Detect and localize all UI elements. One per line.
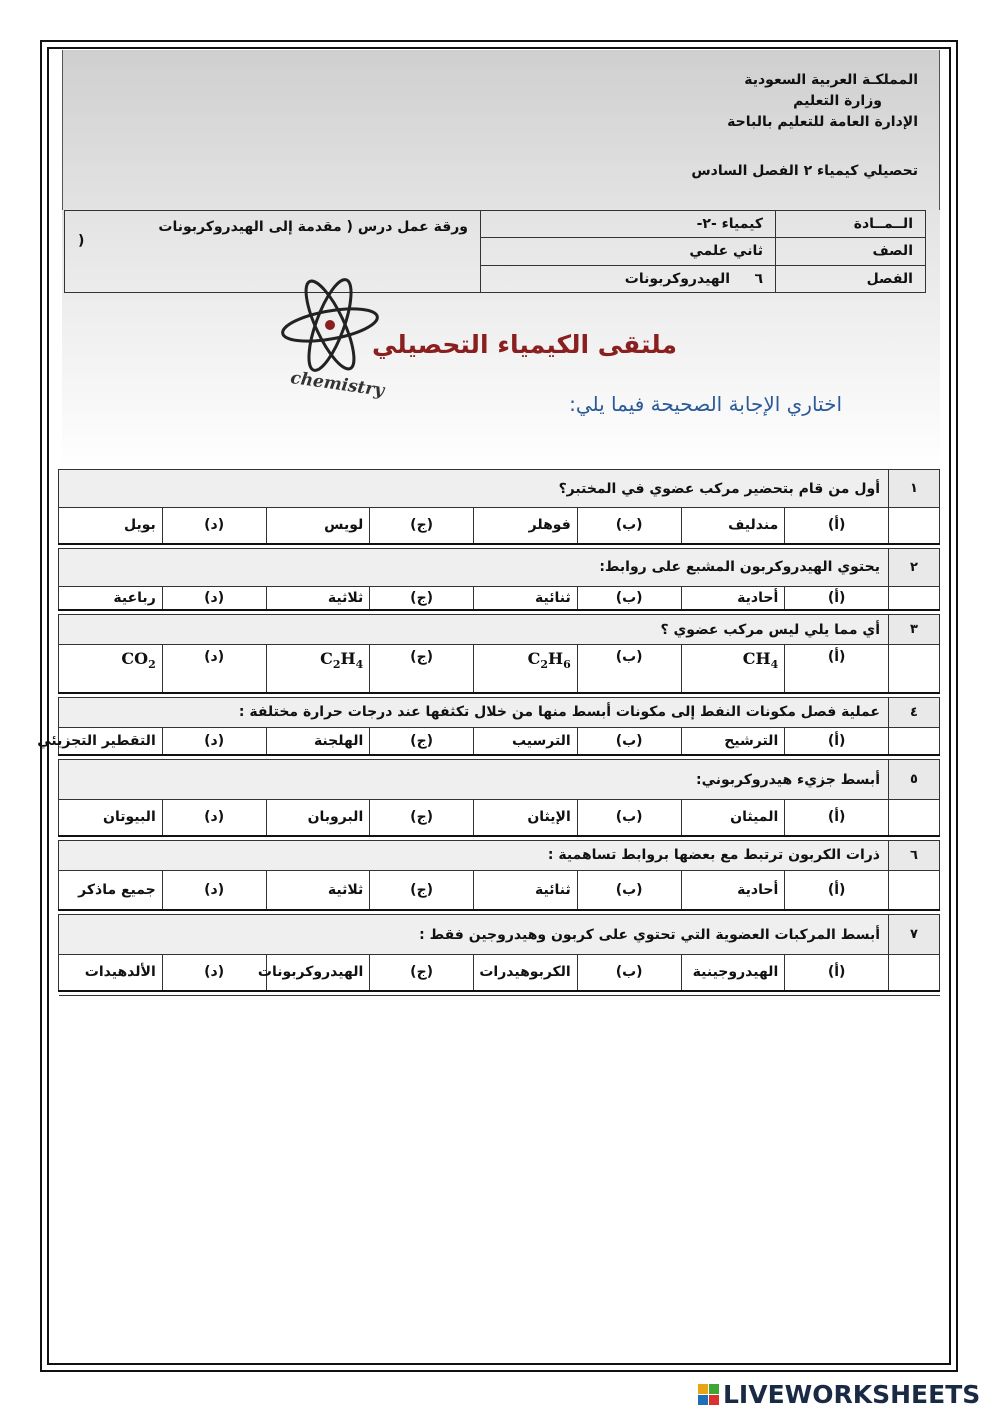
logo-title: ملتقى الكيمياء التحصيلي bbox=[372, 330, 677, 359]
subject-label: الــمــادة bbox=[776, 211, 926, 238]
option-c[interactable]: البروبان bbox=[266, 800, 370, 836]
option-letter: (د) bbox=[162, 800, 266, 836]
options-row bbox=[59, 586, 940, 610]
department-name: الإدارة العامة للتعليم بالباحة bbox=[727, 114, 918, 130]
government-header bbox=[727, 70, 918, 133]
blank-cell bbox=[889, 727, 940, 755]
option-letter: (ج) bbox=[370, 800, 474, 836]
option-a[interactable] bbox=[681, 645, 785, 693]
question-row bbox=[59, 760, 940, 800]
question-text: أبسط المركبات العضوية التي تحتوي على كربون وهيدروجين فقط : bbox=[59, 915, 889, 955]
option-letter: (ب) bbox=[577, 955, 681, 991]
blank-cell bbox=[889, 645, 940, 693]
question-row bbox=[59, 915, 940, 955]
questions-section bbox=[37, 469, 940, 996]
option-d[interactable]: التقطير التجزيئي bbox=[59, 727, 163, 755]
option-letter: (د) bbox=[162, 727, 266, 755]
formula-part: CO bbox=[121, 649, 149, 668]
option-c[interactable]: ثلاثية bbox=[266, 586, 370, 610]
option-letter: (ب) bbox=[577, 645, 681, 693]
grade-label: الصف bbox=[776, 238, 926, 265]
option-letter: (د) bbox=[162, 645, 266, 693]
formula-sub: 4 bbox=[355, 658, 364, 672]
option-letter: (أ) bbox=[785, 727, 889, 755]
formula-part: C bbox=[320, 649, 333, 668]
option-letter: (ب) bbox=[577, 800, 681, 836]
option-b[interactable]: الترسيب bbox=[474, 727, 578, 755]
option-a[interactable]: مندليف bbox=[681, 508, 785, 544]
subject-value: كيمياء -٢- bbox=[481, 211, 776, 238]
instruction-text: اختاري الإجابة الصحيحة فيما يلي: bbox=[569, 392, 842, 416]
question-number: ٤ bbox=[889, 697, 940, 727]
question-row bbox=[59, 470, 940, 508]
option-letter: (ب) bbox=[577, 508, 681, 544]
option-letter: (أ) bbox=[785, 955, 889, 991]
question-text: أي مما يلي ليس مركب عضوي ؟ bbox=[59, 615, 889, 645]
logo-chemistry-word: chemistry bbox=[289, 368, 386, 401]
formula-part: H bbox=[340, 649, 356, 668]
question-text: عملية فصل مكونات النفط إلى مكونات أبسط منها من خلال تكثفها عند درجات حرارة مختلفة : bbox=[59, 697, 889, 727]
formula-part: H bbox=[547, 649, 564, 668]
option-letter: (أ) bbox=[785, 508, 889, 544]
option-a[interactable]: الميثان bbox=[681, 800, 785, 836]
question-row bbox=[59, 840, 940, 870]
option-letter: (ب) bbox=[577, 870, 681, 910]
option-d[interactable]: جميع ماذكر bbox=[59, 870, 163, 910]
formula-sub: 6 bbox=[563, 658, 571, 672]
formula-sub: 2 bbox=[332, 658, 341, 672]
option-d[interactable]: رباعية bbox=[59, 586, 163, 610]
question-number: ٦ bbox=[889, 840, 940, 870]
formula-sub: 2 bbox=[148, 658, 156, 672]
options-row bbox=[59, 645, 940, 693]
option-c[interactable]: الهلجنة bbox=[266, 727, 370, 755]
option-c[interactable] bbox=[266, 645, 370, 693]
option-a[interactable]: الهيدروجينية bbox=[681, 955, 785, 991]
option-d[interactable] bbox=[59, 645, 163, 693]
questions-table bbox=[37, 469, 940, 996]
option-letter: (د) bbox=[162, 870, 266, 910]
option-b[interactable]: ثنائية bbox=[474, 586, 578, 610]
option-b[interactable] bbox=[474, 645, 578, 693]
option-b[interactable]: الإيثان bbox=[474, 800, 578, 836]
worksheet-paren: ) bbox=[78, 233, 85, 249]
ministry-name: وزارة التعليم bbox=[793, 93, 882, 109]
blank-cell bbox=[889, 955, 940, 991]
option-a[interactable]: أحادية bbox=[681, 870, 785, 910]
option-letter: (ج) bbox=[370, 955, 474, 991]
question-row bbox=[59, 548, 940, 586]
option-a[interactable]: أحادية bbox=[681, 586, 785, 610]
formula-sub: 4 bbox=[770, 658, 779, 672]
option-c[interactable]: لويس bbox=[266, 508, 370, 544]
grade-value: ثاني علمي bbox=[481, 238, 776, 265]
question-number: ٥ bbox=[889, 760, 940, 800]
kingdom-name: المملكـة العربية السعودية bbox=[744, 72, 918, 88]
liveworksheets-logo-icon bbox=[698, 1384, 720, 1406]
option-letter: (ب) bbox=[577, 586, 681, 610]
option-a[interactable]: الترشيح bbox=[681, 727, 785, 755]
question-row bbox=[59, 697, 940, 727]
option-letter: (ج) bbox=[370, 645, 474, 693]
exam-subtitle: تحصيلي كيمياء ٢ الفصل السادس bbox=[691, 163, 918, 179]
option-letter: (ج) bbox=[370, 508, 474, 544]
question-number: ٢ bbox=[889, 548, 940, 586]
option-b[interactable]: الكربوهيدرات bbox=[474, 955, 578, 991]
brand-text: LIVEWORKSHEETS bbox=[723, 1380, 981, 1409]
chapter-value: الهيدروكربونات bbox=[624, 270, 731, 287]
option-d[interactable]: الألدهيدات bbox=[59, 955, 163, 991]
question-row bbox=[59, 615, 940, 645]
question-text: أبسط جزيء هيدروكربوني: bbox=[59, 760, 889, 800]
blank-cell bbox=[889, 870, 940, 910]
question-text: أول من قام بتحضير مركب عضوي في المختبر؟ bbox=[59, 470, 889, 508]
question-number: ٣ bbox=[889, 615, 940, 645]
options-row bbox=[59, 727, 940, 755]
worksheet-title: ورقة عمل درس ( مقدمة إلى الهيدروكربونات bbox=[158, 219, 468, 235]
question-text: يحتوي الهيدروكربون المشبع على روابط: bbox=[59, 548, 889, 586]
question-number: ١ bbox=[889, 470, 940, 508]
option-c[interactable]: الهيدروكربونات bbox=[266, 955, 370, 991]
option-c[interactable]: ثلاثية bbox=[266, 870, 370, 910]
option-letter: (ج) bbox=[370, 870, 474, 910]
formula-part: C bbox=[527, 649, 541, 668]
chapter-label: الفصل bbox=[776, 265, 926, 292]
formula-sub: 2 bbox=[540, 658, 548, 672]
option-letter: (ج) bbox=[370, 727, 474, 755]
option-d[interactable]: البيوتان bbox=[59, 800, 163, 836]
option-letter: (أ) bbox=[785, 586, 889, 610]
options-row bbox=[59, 508, 940, 544]
option-letter: (د) bbox=[162, 586, 266, 610]
option-letter: (د) bbox=[162, 955, 266, 991]
option-letter: (ج) bbox=[370, 586, 474, 610]
option-b[interactable]: فوهلر bbox=[474, 508, 578, 544]
formula-part: CH bbox=[742, 649, 771, 668]
options-row bbox=[59, 955, 940, 991]
option-letter: (أ) bbox=[785, 870, 889, 910]
option-letter: (أ) bbox=[785, 645, 889, 693]
option-b[interactable]: ثنائية bbox=[474, 870, 578, 910]
options-row bbox=[59, 800, 940, 836]
blank-cell bbox=[889, 508, 940, 544]
option-letter: (د) bbox=[162, 508, 266, 544]
options-row bbox=[59, 870, 940, 910]
chapter-number: ٦ bbox=[754, 270, 763, 287]
blank-cell bbox=[889, 800, 940, 836]
option-letter: (أ) bbox=[785, 800, 889, 836]
separator bbox=[59, 991, 940, 996]
option-letter: (ب) bbox=[577, 727, 681, 755]
question-number: ٧ bbox=[889, 915, 940, 955]
blank-cell bbox=[889, 586, 940, 610]
liveworksheets-brand[interactable] bbox=[698, 1380, 980, 1409]
question-text: ذرات الكربون ترتبط مع بعضها بروابط تساهمية : bbox=[59, 840, 889, 870]
option-d[interactable]: بويل bbox=[59, 508, 163, 544]
